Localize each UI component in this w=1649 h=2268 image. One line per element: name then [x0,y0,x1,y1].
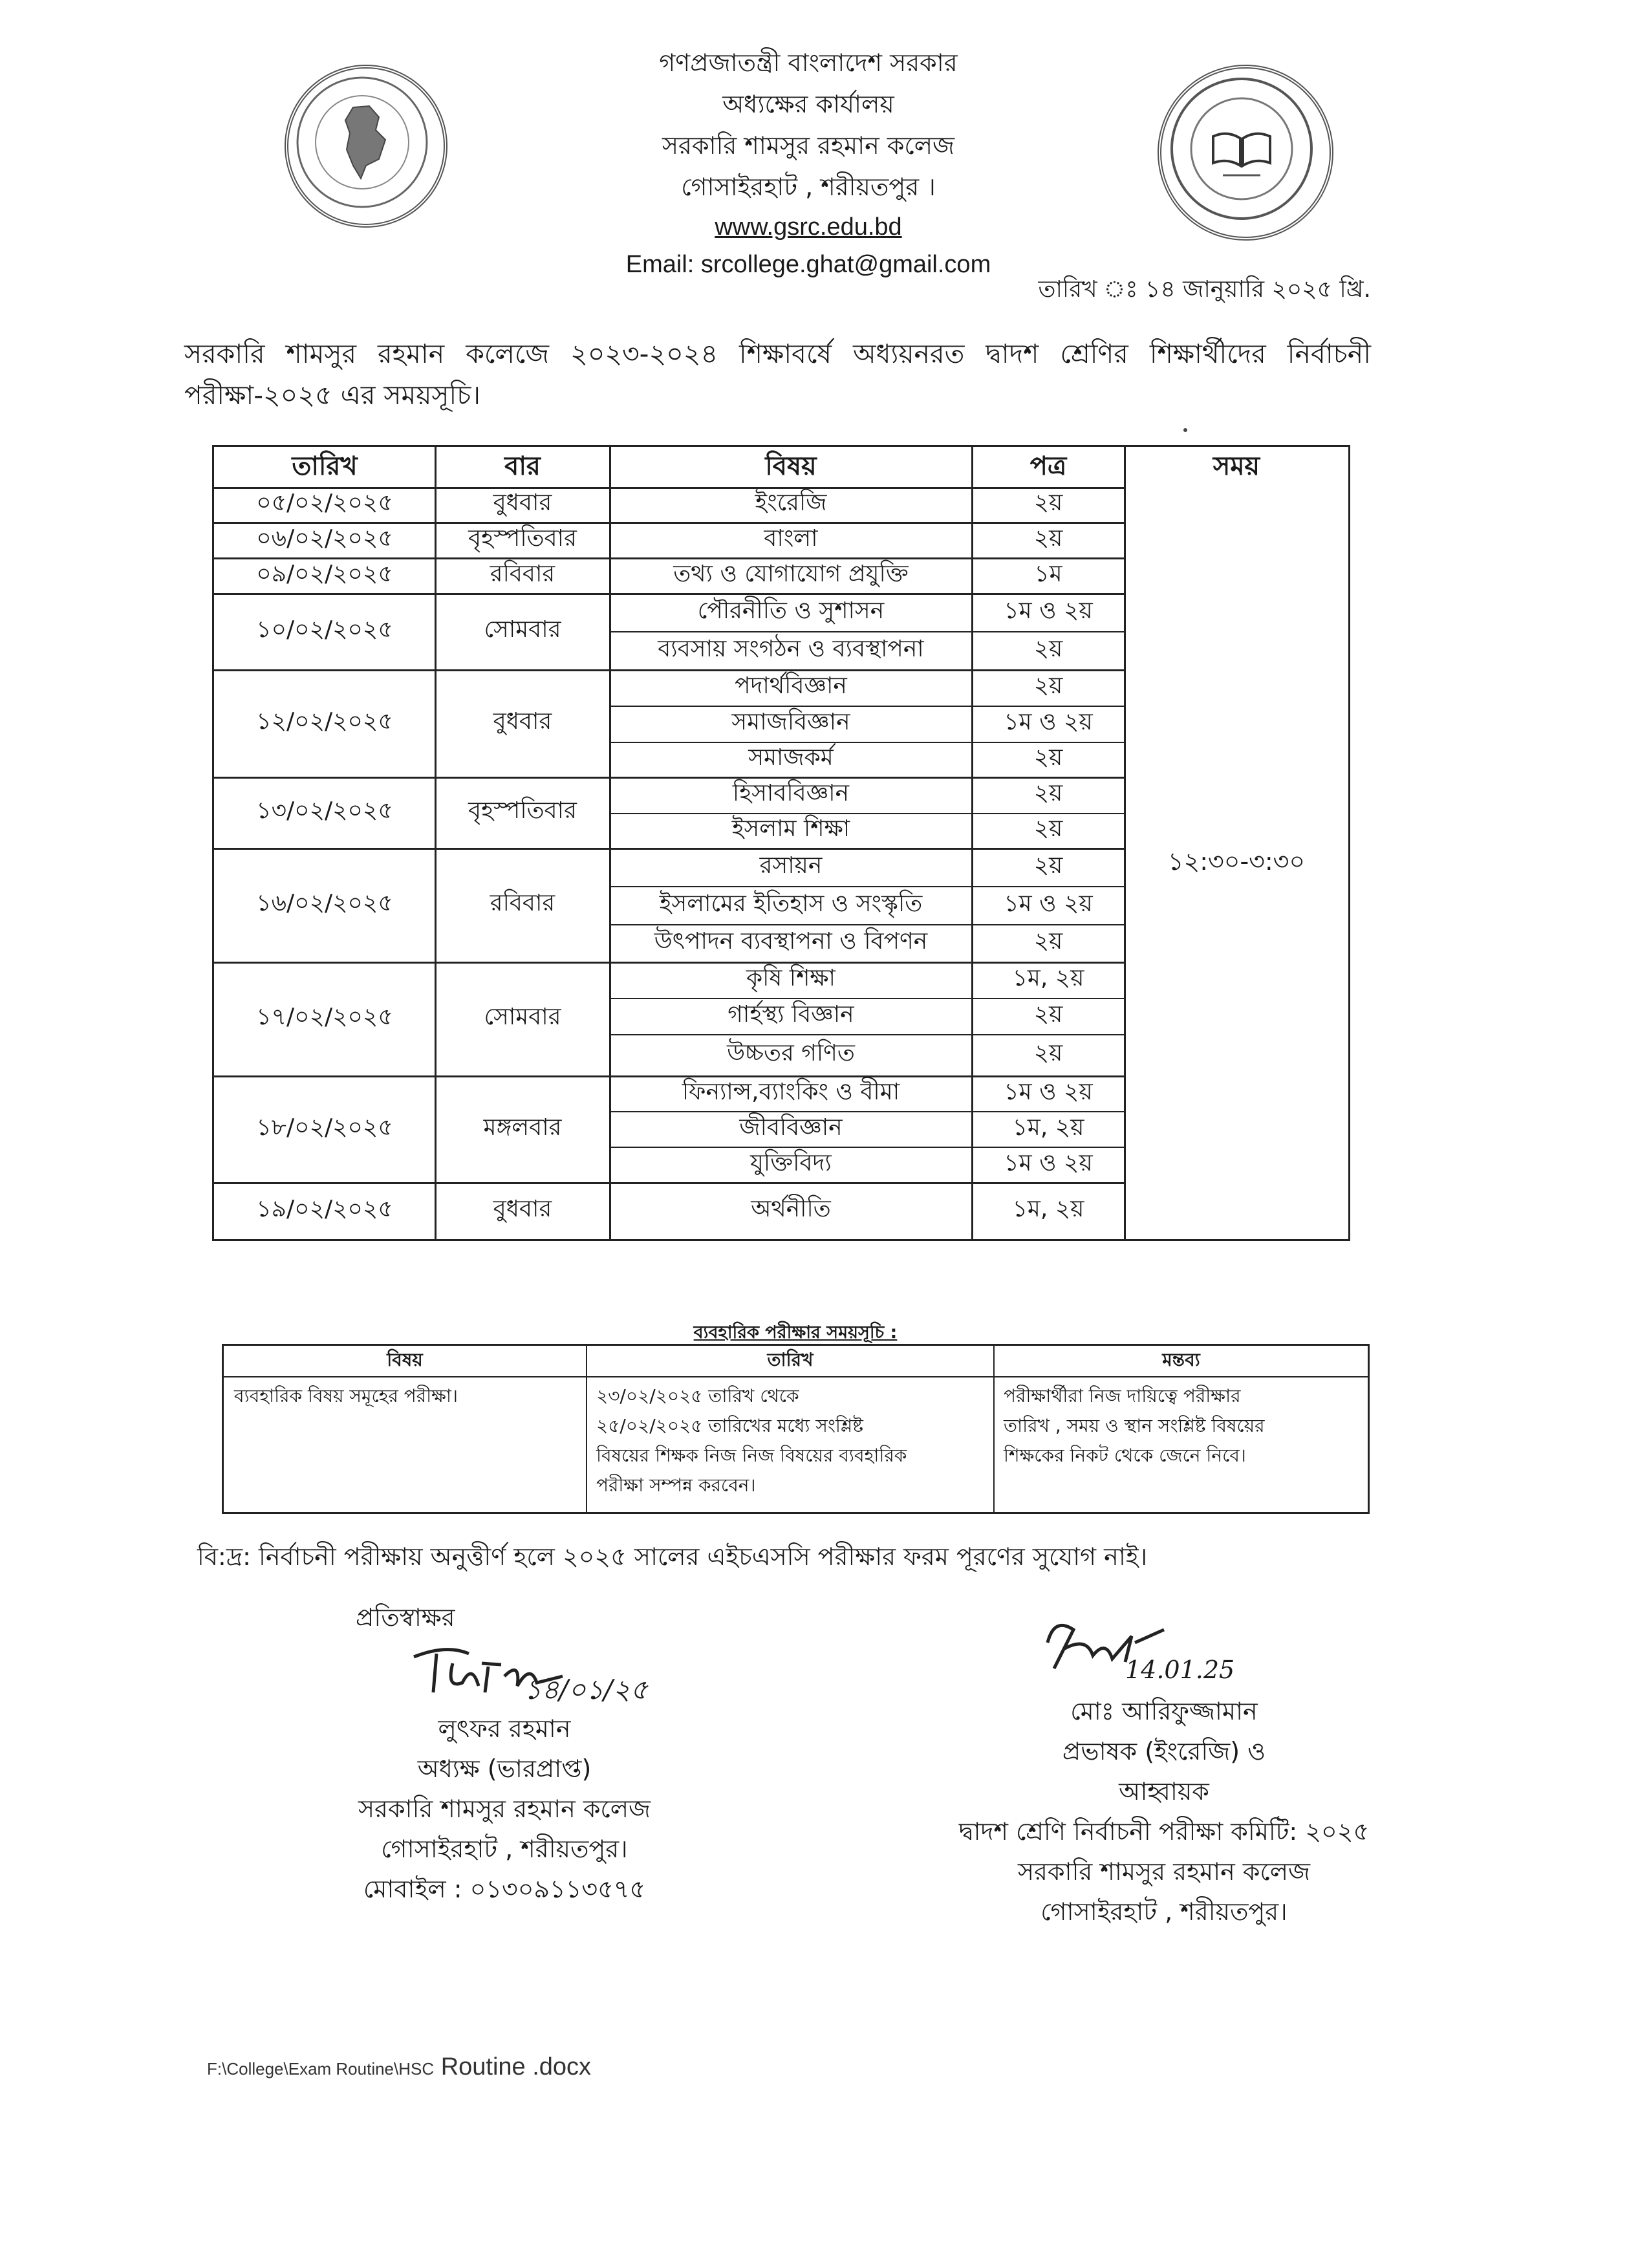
date-cell: ১০/০২/২০২৫ [256,616,393,643]
letterhead [453,42,1164,283]
subject-cell: ইংরেজি [755,490,827,516]
date-cell: ১২/০২/২০২৫ [256,708,393,735]
convener-sign-date: 14.01.25 [1125,1656,1235,1684]
header-date: তারিখ [292,451,358,481]
header-paper: পত্র [1029,451,1067,481]
file-path [207,2053,591,2081]
practical-date-line: বিষয়ের শিক্ষক নিজ নিজ বিষয়ের ব্যবহারিক [596,1445,907,1466]
principal-org: সরকারি শামসুর রহমান কলেজ [358,1795,651,1823]
practical-subject: ব্যবহারিক বিষয় সমূহের পরীক্ষা। [234,1385,458,1407]
countersign-block [310,1597,698,1909]
date-cell: ০৫/০২/২০২৫ [256,490,393,516]
convener-org: সরকারি শামসুর রহমান কলেজ [1017,1857,1311,1886]
paper-cell: ২য় [1033,744,1063,771]
practical-table [222,1344,1370,1514]
subject-cell: ফিন্যান্স,ব্যাংকিং ও বীমা [682,1078,900,1105]
date-cell: ১৬/০২/২০২৫ [256,890,393,916]
practical-date-line: ২৩/০২/২০২৫ তারিখ থেকে [596,1385,799,1407]
paper-cell: ২য় [1033,852,1063,879]
paper-cell: ১ম [1034,560,1062,587]
bangladesh-map-icon [288,69,436,216]
principal-sign-date: ১৪/০১/২৫ [524,1674,648,1705]
principal-address: গোসাইরহাট , শরীয়তপুর। [381,1835,628,1863]
day-cell: সোমবার [484,1004,561,1030]
practical-remark-line: শিক্ষকের নিকট থেকে জেনে নিবে। [1004,1445,1246,1466]
paper-cell: ১ম, ২য় [1012,1196,1084,1222]
issue-date: তারিখ ঃ ১৪ জানুয়ারি ২০২৫ খ্রি. [1038,276,1371,303]
paper-cell: ১ম, ২য় [1012,965,1084,991]
subject-cell: উচ্চতর গণিত [727,1040,855,1066]
website-link[interactable]: www.gsrc.edu.bd [715,213,902,241]
college-seal-logo [1158,65,1333,241]
day-cell: বুধবার [493,490,552,516]
college-address: গোসাইরহাট , শরীয়তপুর । [681,173,936,201]
principal-title: অধ্যক্ষ (ভারপ্রাপ্ত) [417,1755,592,1783]
practical-header-date: তারিখ [767,1349,814,1370]
day-cell: বৃহস্পতিবার [468,797,577,824]
paper-cell: ১ম ও ২য় [1004,709,1093,735]
footnote: বি:দ্র: নির্বাচনী পরীক্ষায় অনুত্তীর্ণ হলে ২০২৫ সালের এইচএসসি পরীক্ষার ফরম পূরণের সুযোগ নাই। [197,1542,1148,1571]
day-cell: বৃহস্পতিবার [468,524,577,552]
day-cell: রবিবার [490,890,555,916]
convener-role: আহ্বায়ক [1119,1777,1209,1806]
date-cell: ১৯/০২/২০২৫ [256,1196,393,1222]
day-cell: বুধবার [493,1196,552,1222]
subject-cell: গার্হস্থ্য বিজ্ঞান [727,1001,854,1028]
principal-name: লুৎফর রহমান [438,1714,571,1743]
subject-cell: যুক্তিবিদ্য [750,1149,832,1176]
subject-cell: উৎপাদন ব্যবস্থাপনা ও বিপণন [654,928,928,955]
practical-caption: ব্যবহারিক পরীক্ষার সময়সূচি : [693,1323,898,1343]
countersign-caption: প্রতিস্বাক্ষর [356,1603,455,1632]
exam-routine-table [212,445,1350,1241]
subject-cell: সমাজকর্ম [748,744,834,771]
convener-address: গোসাইরহাট , শরীয়তপুর। [1040,1897,1288,1926]
stray-mark [1183,428,1187,432]
subject-cell: জীববিজ্ঞান [739,1114,843,1141]
paper-cell: ১ম ও ২য় [1004,1149,1093,1176]
convener-signature [1035,1610,1280,1688]
govt-seal-logo [285,65,447,228]
subject-cell: রসায়ন [759,852,823,879]
open-book-icon [1161,69,1322,229]
convener-block [938,1691,1390,1932]
practical-remark-line: তারিখ , সময় ও স্থান সংশ্লিষ্ট বিষয়ের [1004,1415,1265,1436]
day-cell: রবিবার [490,560,555,587]
practical-remark-line: পরীক্ষার্থীরা নিজ দায়িত্বে পরীক্ষার [1004,1385,1241,1407]
govt-name: গণপ্রজাতন্ত্রী বাংলাদেশ সরকার [659,49,958,77]
file-path-name: Routine .docx [434,2053,592,2080]
email-text: Email: srcollege.ghat@gmail.com [625,251,991,278]
date-cell: ১৩/০২/২০২৫ [256,797,393,824]
subject-cell: অর্থনীতি [751,1196,831,1222]
paper-cell: ২য় [1033,815,1063,842]
day-cell: মঙ্গলবার [483,1114,562,1141]
date-cell: ১৮/০২/২০২৫ [256,1114,393,1141]
paper-cell: ২য় [1033,673,1063,699]
subject-cell: বাংলা [764,524,818,552]
paper-cell: ২য় [1033,524,1063,552]
subject-cell: পদার্থবিজ্ঞান [735,673,847,699]
date-cell: ১৭/০২/২০২৫ [256,1004,393,1030]
date-cell: ০৬/০২/২০২৫ [256,524,393,552]
college-name: সরকারি শামসুর রহমান কলেজ [662,131,955,160]
paper-cell: ২য় [1033,1040,1063,1066]
notice-title: সরকারি শামসুর রহমান কলেজে ২০২৩-২০২৪ শিক্ষাবর্ষে অধ্যয়নরত দ্বাদশ শ্রেণির শিক্ষার্থীদের নির্বাচনী পরীক্ষা-২০২৫ এর সময়সূচি। [184,338,1371,411]
day-cell: সোমবার [484,616,561,643]
paper-cell: ২য় [1033,490,1063,516]
practical-date-line: ২৫/০২/২০২৫ তারিখের মধ্যে সংশ্লিষ্ট [596,1415,863,1436]
paper-cell: ১ম ও ২য় [1004,1078,1093,1105]
subject-cell: ইসলামের ইতিহাস ও সংস্কৃতি [659,890,923,917]
header-time: সময় [1212,451,1260,481]
practical-remark-text [1004,1381,1366,1471]
header-day: বার [504,451,541,481]
committee-name: দ্বাদশ শ্রেণি নির্বাচনী পরীক্ষা কমিটি: ২০২৫ [958,1817,1370,1846]
paper-cell: ১ম ও ২য় [1004,597,1093,624]
paper-cell: ২য় [1033,780,1063,806]
file-path-dir: F:\College\Exam Routine\HSC [207,2059,435,2079]
date-cell: ০৯/০২/২০২৫ [256,560,393,587]
subject-cell: হিসাববিজ্ঞান [732,780,850,806]
subject-cell: ব্যবসায় সংগঠন ও ব্যবস্থাপনা [658,635,924,662]
time-cell: ১২:৩০-৩:৩০ [1167,847,1306,876]
paper-cell: ১ম, ২য় [1012,1114,1084,1141]
principal-signature [310,1637,698,1709]
practical-header-subject: বিষয় [387,1349,423,1370]
convener-title: প্রভাষক (ইংরেজি) ও [1062,1737,1266,1766]
day-cell: বুধবার [493,708,552,735]
paper-cell: ২য় [1033,1001,1063,1028]
paper-cell: ২য় [1033,635,1063,662]
practical-date-line: পরীক্ষা সম্পন্ন করবেন। [596,1474,756,1496]
principal-mobile: মোবাইল : ০১৩০৯১১৩৫৭৫ [363,1875,646,1903]
practical-date-text [596,1381,984,1500]
paper-cell: ২য় [1033,928,1063,955]
convener-name: মোঃ আরিফুজ্জামান [1070,1697,1258,1725]
subject-cell: পৌরনীতি ও সুশাসন [697,597,885,624]
practical-header-remark: মন্তব্য [1162,1349,1200,1370]
subject-cell: কৃষি শিক্ষা [746,965,835,991]
subject-cell: সমাজবিজ্ঞান [731,709,850,735]
office-name: অধ্যক্ষের কার্যালয় [722,90,894,118]
subject-cell: তথ্য ও যোগাযোগ প্রযুক্তি [673,560,909,587]
paper-cell: ১ম ও ২য় [1004,890,1093,917]
header-subject: বিষয় [765,451,817,481]
subject-cell: ইসলাম শিক্ষা [731,815,850,842]
